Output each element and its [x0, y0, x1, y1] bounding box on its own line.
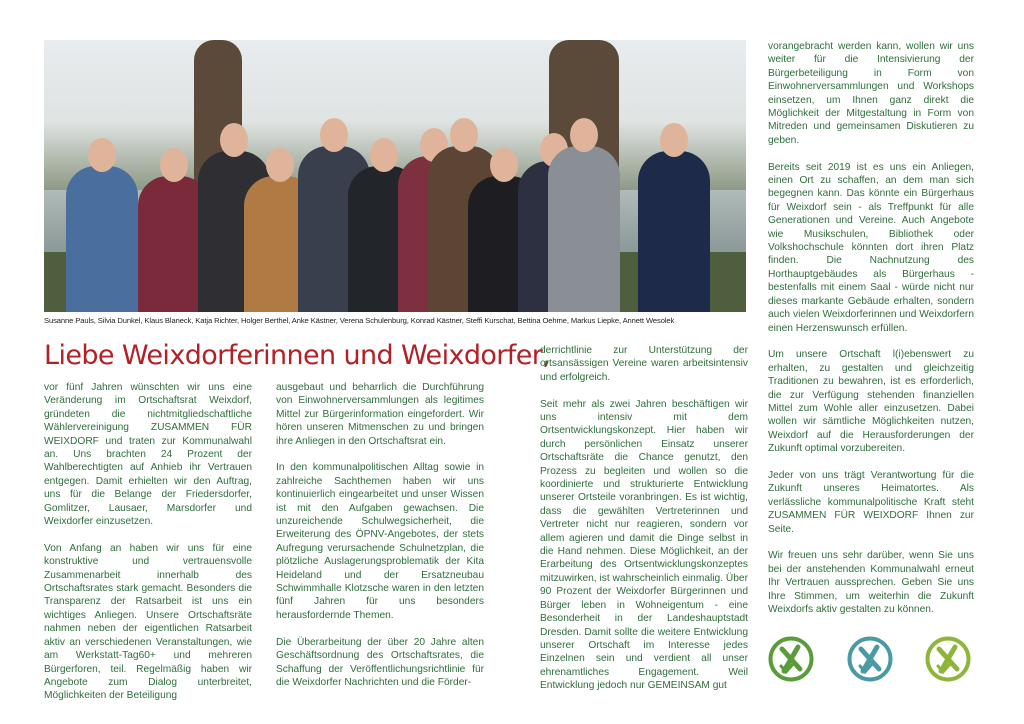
text-column-4 [768, 40, 974, 630]
paragraph: derrichtlinie zur Unterstützung der ortsansässigen Vereine waren arbeitsintensiv und erfolgreich. [540, 345, 748, 383]
text-column-3 [540, 344, 748, 706]
text-column-1 [44, 381, 252, 716]
group-photo [44, 40, 746, 312]
person-figure [544, 116, 624, 312]
check-x-icon [847, 636, 893, 682]
paragraph: Die Überarbeitung der über 20 Jahre alten Geschäftsordnung des Ortschaftsrates, die Schaffung der Veröffentlichungsrichtlinie für die Weixdorfer Nachrichten und die Förder- [276, 636, 484, 688]
paragraph: Bereits seit 2019 ist es uns ein Anliegen, einen Ort zu schaffen, an dem man sich begegnen kann. Das könnte ein Bürgerhaus für Weixdorf sein - als Treffpunkt für alle Generationen und Vereine. Auch Angebote wie Musikschulen, Bibliothek oder Volkshochschule könnten dort ihren Platz finden. Die Nachnutzung des Horthauptgebäudes als Bürgerhaus - bestenfalls mit einem Saal - würde nicht nur dieses markante Gebäude erhalten, sondern auch vielen Weixdorferinnen und Weixdorfern einen Herzenswunsch erfüllen. [768, 161, 974, 334]
paragraph: ausgebaut und beharrlich die Durchführung von Einwohnerversammlungen als legitimes Mittel zur Bürgerinformation eingefordert. Wir hören unseren Mitmenschen zu und bringen ihre Anliegen in den Ortschaftsrat ein. [276, 382, 484, 447]
paragraph: Jeder von uns trägt Verantwortung für die Zukunft unseres Heimatortes. Als verlässliche kommunalpolitische Kraft steht ZUSAMMEN FÜR WEIXDORF Ihnen zur Seite. [768, 469, 974, 535]
paragraph: vorangebracht werden kann, wollen wir uns weiter für die Intensivierung der Bürgerbeteiligung in Form von Einwohnerversammlungen und Workshops einsetzen, um Ihnen ganz direkt die Möglichkeit der Mitgestaltung in Form von Mitreden und gemeinsamen Diskutieren zu geben. [768, 41, 974, 146]
paragraph: Wir freuen uns sehr darüber, wenn Sie uns bei der anstehenden Kommunalwahl erneut Ihr Vertrauen aussprechen. Geben Sie uns Ihre Stimmen, um weiterhin die Zukunft Weixdorfs aktiv gestalten zu können. [768, 550, 974, 615]
paragraph: vor fünf Jahren wünschten wir uns eine Veränderung im Ortschaftsrat Weixdorf, gründeten die nichtmitgliedschaftliche Wählervereinigung ZUSAMMEN FÜR WEIXDORF und traten zur Kommunalwahl an. Uns brachten 24 Prozent der Wahlberechtigten auf Anhieb ihr Vertrauen entgegen. Damit erhielten wir den Auftrag, uns für die Belange der Friedersdorfer, Gomlitzer, Lausaer, Marsdorfer und Weixdorfer einzusetzen. [44, 382, 252, 528]
paragraph: Seit mehr als zwei Jahren beschäftigen wir uns intensiv mit dem Ortsentwicklungskonzept. Hier haben wir durch persönlichen Einsatz unserer Ortschaftsräte die Chance genutzt, den Prozess zu begleiten und wollen so die koordinierte und strukturierte Entwicklung unserer Ortsteile voranbringen. Es ist wichtig, dass die gewählten Vertreterinnen und Vertreter nicht nur reagieren, sondern vor allem agieren und damit die Dinge selbst in die Hand nehmen. Diese Möglichkeit, an der Erarbeitung des Ortsentwicklungskonzeptes mitzuwirken, ist wahrscheinlich einmalig. Über 90 Prozent der Weixdorfer Bürgerinnen und Bürger leben in Wohneigentum - eine Besonderheit in der Landeshauptstadt Dresden. Damit sollte die weitere Entwicklung unserer Ortschaft im Interesse jedes Einzelnen sein und verdient all unser ehrenamtliches Engagement. Weil Entwicklung jedoch nur GEMEINSAM gut [540, 398, 748, 692]
ballot-marks [768, 636, 974, 684]
check-x-icon [768, 636, 814, 682]
paragraph: Um unsere Ortschaft l(i)ebenswert zu erhalten, zu gestalten und gleichzeitig Traditionen zu bewahren, ist es erforderlich, die zur Verfügung stehenden finanziellen Mittel zum Wohle aller einzusetzen. Dabei wollen wir sämtliche Möglichkeiten nutzen, Weixdorf auf die Herausforderungen der Zukunft optimal vorzubereiten. [768, 349, 974, 455]
text-column-2 [276, 381, 484, 703]
paragraph: In den kommunalpolitischen Alltag sowie in zahlreiche Sachthemen haben wir uns kontinuierlich eingearbeitet und unser Wissen ist mit den Aufgaben gewachsen. Die unzureichende Schulwegsicherheit, die Erweiterung des ÖPNV-Angebotes, der stets Aufregung verursachende Schulnetzplan, die plötzliche Auslagerungsproblematik der Kita Heideland und der Ersatzneubau Schwimmhalle Klotzsche waren in den letzten fünf Jahren für uns besonders herausfordernde Themen. [276, 462, 484, 621]
check-x-icon [925, 636, 971, 682]
person-figure [62, 136, 142, 312]
paragraph: Von Anfang an haben wir uns für eine konstruktive und vertrauensvolle Zusammenarbeit innerhalb des Ortschaftsrates stark gemacht. Besonders die Transparenz der Ratsarbeit ist uns ein wichtiges Anliegen. Unsere Ortschaftsräte nahmen neben der eigentlichen Ratsarbeit aktiv an verschiedenen Veranstaltungen, wie am Werkstatt-Tag60+ und mehreren Bürgerforen, teil. Regelmäßig haben wir Angebote zum Dialog unterbreitet, Möglichkeiten der Beteiligung [44, 542, 252, 702]
photo-caption: Susanne Pauls, Silvia Dunkel, Klaus Blaneck, Katja Richter, Holger Berthel, Anke Kästner, Verena Schulenburg, Konrad Kästner, Steffi Kurschat, Bettina Oehme, Markus Liepke, Annett Wesolek [44, 316, 675, 325]
page-heading: Liebe Weixdorferinnen und Weixdorfer, [44, 340, 551, 371]
person-figure [634, 121, 714, 312]
